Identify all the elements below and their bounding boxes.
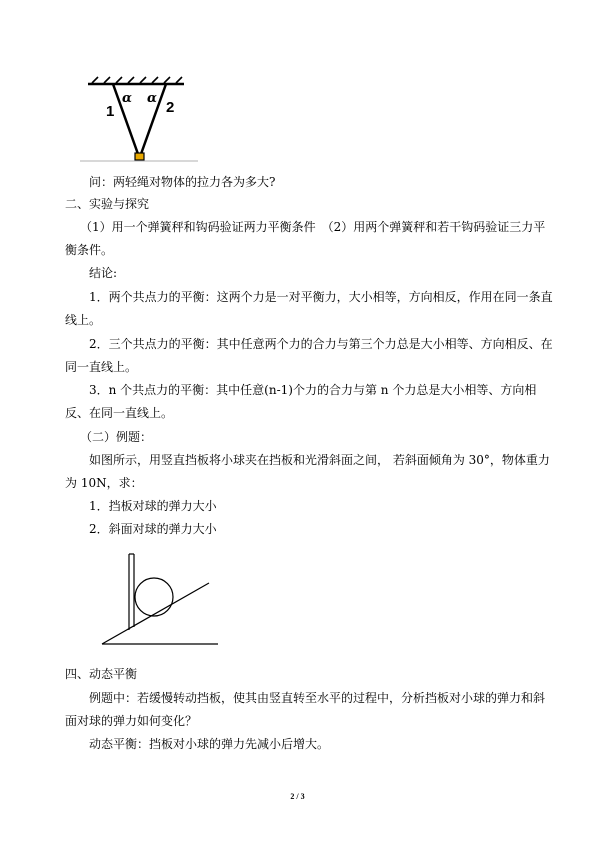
incline-surface (102, 583, 209, 644)
example-text-line-2: 为 10N，求： (65, 476, 143, 490)
example-question-2: 2．斜面对球的弹力大小 (89, 522, 217, 536)
conclusion-item-2-line-1: 2．三个共点力的平衡：其中任意两个力的合力与第三个力总是大小相等、方向相反、在 (89, 337, 553, 351)
section4-answer: 动态平衡：挡板对小球的弹力先减小后增大。 (89, 737, 330, 751)
experiment-line-1: （1）用一个弹簧秤和钩码验证两力平衡条件 （2）用两个弹簧秤和若干钩码验证三力平 (80, 220, 546, 234)
conclusion-item-2-line-2: 同一直线上。 (65, 360, 138, 374)
section2-heading: 二、实验与探究 (65, 197, 150, 211)
ceiling-hatch (92, 77, 182, 83)
conclusion-label: 结论: (89, 266, 118, 280)
page-number: 2 / 3 (290, 792, 305, 801)
conclusion-item-3-line-2: 反、在同一直线上。 (65, 406, 174, 420)
angle-left-label: α (122, 91, 133, 106)
conclusion-item-1-line-2: 线上。 (65, 313, 102, 327)
example-heading: （二）例题： (80, 430, 153, 444)
section4-heading: 四、动态平衡 (65, 667, 138, 681)
question-text: 问：两轻绳对物体的拉力各为多大? (89, 175, 276, 189)
incline-ball-figure (96, 548, 226, 648)
section4-example-line-2: 面对球的弹力如何变化？ (65, 714, 198, 728)
conclusion-item-3-line-1: 3．n 个共点力的平衡：其中任意(n-1)个力的合力与第 n 个力总是大小相等、方向相 (89, 383, 537, 397)
ball (135, 578, 173, 616)
hanging-object (135, 153, 144, 160)
conclusion-item-1-line-1: 1．两个共点力的平衡：这两个力是一对平衡力，大小相等，方向相反，作用在同一条直 (89, 290, 553, 304)
rope-hanging-figure (80, 72, 200, 164)
example-question-1: 1．挡板对球的弹力大小 (89, 499, 217, 513)
angle-right-label: α (147, 91, 158, 106)
example-text-line-1: 如图所示，用竖直挡板将小球夹在挡板和光滑斜面之间， 若斜面倾角为 30°，物体重力 (89, 453, 550, 467)
experiment-line-2: 衡条件。 (65, 243, 114, 257)
rope-1-label: 1 (106, 103, 115, 120)
section4-example-line-1: 例题中：若缓慢转动挡板，使其由竖直转至水平的过程中，分析挡板对小球的弹力和斜 (89, 691, 546, 705)
rope-2-label: 2 (166, 99, 175, 116)
